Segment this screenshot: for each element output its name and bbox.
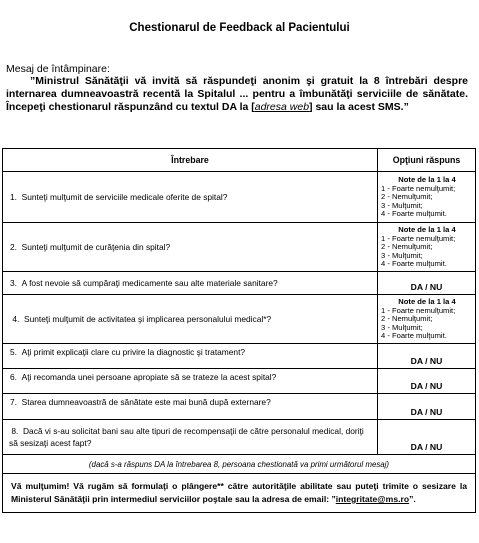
rating-scale	[378, 223, 476, 272]
table-row	[3, 223, 476, 272]
question-text: Aţi recomanda unei persoane apropiate să se trateze la acest spital?	[21, 372, 277, 382]
scale-heading: Note de la 1 la 4	[398, 297, 456, 307]
answers-column-header: Opţiuni răspuns	[378, 149, 476, 172]
table-row	[3, 344, 476, 369]
conditional-note: (dacă s-a răspuns DA la întrebarea 8, persoana chestionată va primi următorul mesaj)	[3, 455, 476, 474]
thank-you-message	[3, 474, 476, 513]
question-number: 8.	[11, 426, 19, 436]
yes-no-answer: DA / NU	[378, 344, 476, 369]
greeting-part-1: ”Ministrul Sănătăţii vă invită să răspundeţi anonim şi gratuit la 8 întrebări despre internarea dumneavoastră recentă la Spitalul ... pentru a îmbunătăţi serviciile de sănătate. Începeţi chestionarul răspunzând cu textul DA la [	[6, 75, 468, 113]
yes-no-answer: DA / NU	[378, 420, 476, 455]
question-text: Aţi primit explicaţii clare cu privire la diagnostic şi tratament?	[21, 347, 246, 357]
question-number: 6.	[10, 372, 17, 382]
question-cell	[3, 394, 378, 420]
table-header-row	[3, 149, 476, 172]
scale-heading: Note de la 1 la 4	[398, 225, 456, 235]
question-cell	[3, 172, 378, 223]
scale-option: 4 - Foarte mulţumit.	[381, 209, 447, 219]
question-number: 3.	[10, 278, 17, 288]
yes-no-answer: DA / NU	[378, 272, 476, 295]
question-text: Sunteţi mulţumit de serviciile medicale oferite de spital?	[21, 192, 228, 202]
greeting-label: Mesaj de întâmpinare:	[6, 63, 110, 75]
footer-text: Vă mulţumim! Vă rugăm să formulaţi o plângere** către autorităţile abilitate sau puteţi trimite o sesizare la Ministerul Sănătăţii prin intermediul serviciilor poştale sau la adresa de email: ”	[11, 481, 467, 504]
questionnaire-table	[2, 148, 476, 513]
table-row	[3, 272, 476, 295]
rating-scale	[378, 172, 476, 223]
question-cell	[3, 344, 378, 369]
table-row	[3, 172, 476, 223]
question-text: Starea dumneavoastră de sănătate este mai bună după externare?	[21, 397, 271, 407]
footer-end: ”.	[409, 494, 416, 504]
yes-no-answer: DA / NU	[378, 369, 476, 394]
question-text: Dacă vi s-au solicitat bani sau alte tipuri de recompensaţii de către personalul medical, doriţi să sesizaţi acest fapt?	[9, 426, 364, 448]
document-title: Chestionarul de Feedback al Pacientului	[129, 22, 350, 34]
question-number: 5.	[10, 347, 17, 357]
question-cell	[3, 369, 378, 394]
scale-option: 3 - Mulţumit;	[381, 200, 423, 210]
scale-option: 1 - Foarte nemulţumit;	[381, 233, 456, 243]
question-number: 4.	[12, 314, 20, 324]
scale-option: 3 - Mulţumit;	[381, 322, 423, 332]
question-number: 7.	[10, 397, 17, 407]
question-text: Sunteţi mulţumit de curăţenia din spital?	[21, 242, 171, 252]
yes-no-answer: DA / NU	[378, 394, 476, 420]
scale-option: 1 - Foarte nemulţumit;	[381, 305, 456, 315]
table-row	[3, 295, 476, 344]
note-row	[3, 455, 476, 474]
scale-option: 2 - Nemulţumit;	[381, 314, 433, 324]
scale-option: 1 - Foarte nemulţumit;	[381, 183, 456, 193]
scale-option: 3 - Mulţumit;	[381, 250, 423, 260]
question-cell	[3, 420, 378, 455]
scale-option: 2 - Nemulţumit;	[381, 242, 433, 252]
greeting-part-2: ] sau la acest SMS.”	[309, 101, 409, 113]
question-text: Sunteţi mulţumit de activitatea şi implicarea personalului medical*?	[23, 314, 272, 324]
table-row	[3, 369, 476, 394]
greeting-link: adresa web	[254, 101, 310, 113]
scale-heading: Note de la 1 la 4	[398, 175, 456, 185]
question-cell	[3, 272, 378, 295]
question-cell	[3, 295, 378, 344]
question-number: 1.	[10, 192, 17, 202]
table-row	[3, 420, 476, 455]
question-text: A fost nevoie să cumpăraţi medicamente sau alte materiale sanitare?	[21, 278, 278, 288]
question-number: 2.	[10, 242, 17, 252]
greeting-message	[6, 75, 468, 114]
question-column-header: Întrebare	[3, 149, 378, 172]
rating-scale	[378, 295, 476, 344]
scale-option: 4 - Foarte mulţumit.	[381, 331, 447, 341]
table-row	[3, 394, 476, 420]
footer-row	[3, 474, 476, 513]
scale-option: 2 - Nemulţumit;	[381, 192, 433, 202]
email-link[interactable]: integritate@ms.ro	[335, 494, 410, 504]
scale-option: 4 - Foarte mulţumit.	[381, 259, 447, 269]
question-cell	[3, 223, 378, 272]
